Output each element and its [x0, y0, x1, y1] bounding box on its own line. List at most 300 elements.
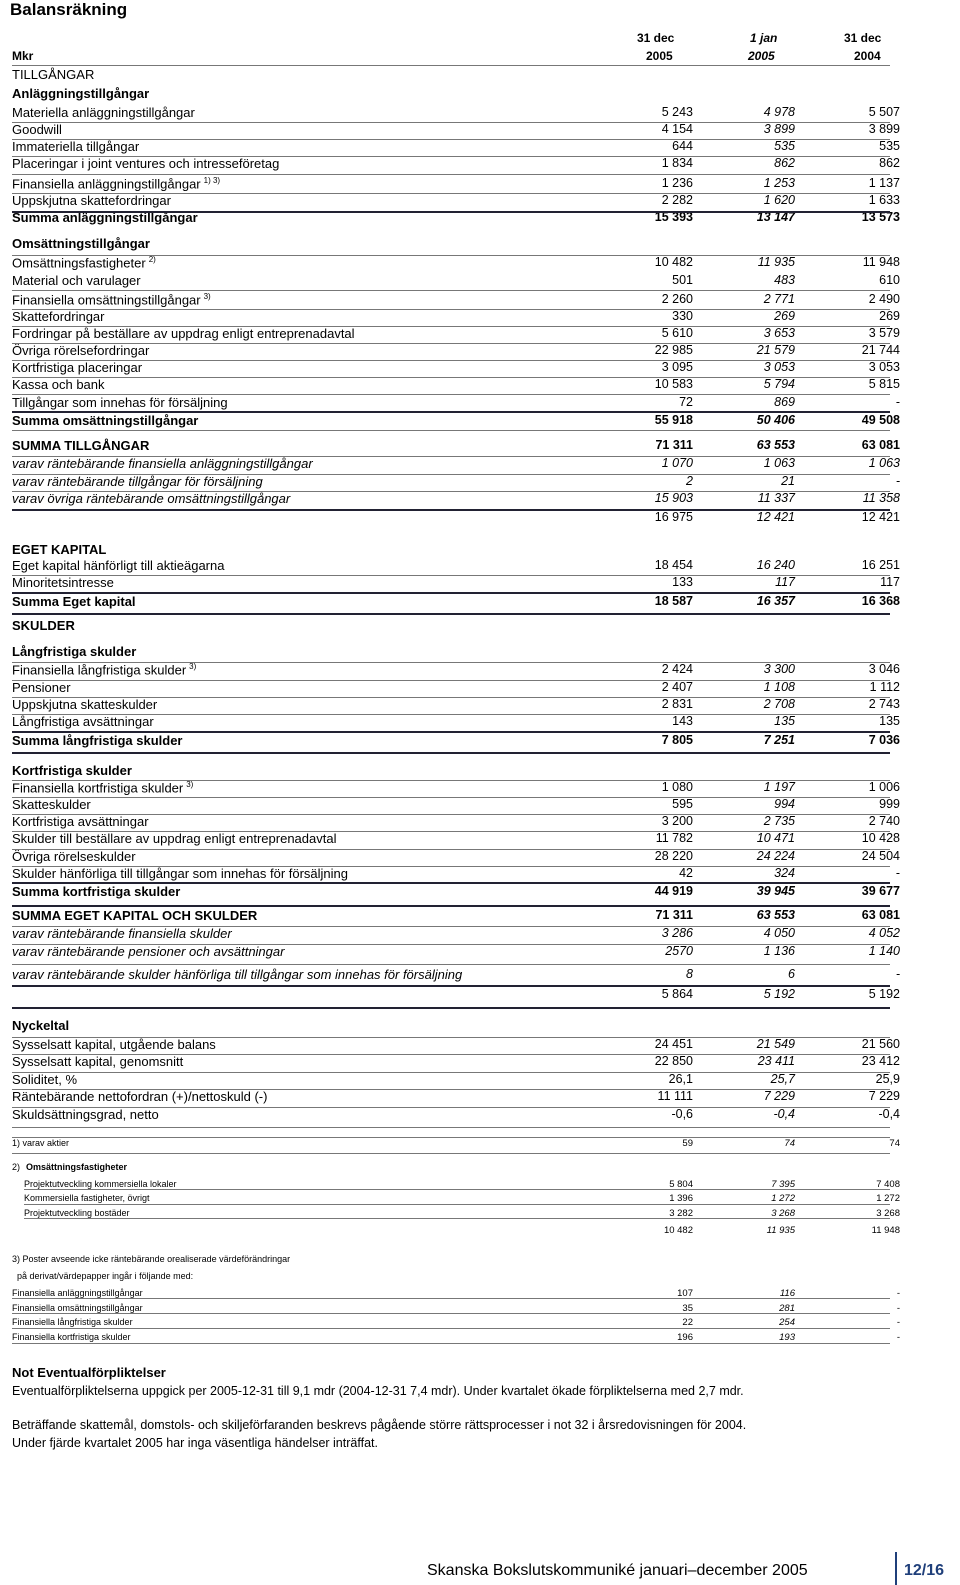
value-col1: 3 095 [661, 360, 693, 374]
note-2-total-col2: 11 935 [766, 1225, 795, 1236]
total-divider [12, 509, 890, 511]
value-col2: 13 147 [756, 210, 795, 224]
value-col2: 7 229 [763, 1089, 795, 1103]
row-label: Placeringar i joint ventures och intresseföretag [12, 156, 280, 171]
value-col1: 71 311 [655, 438, 693, 452]
total-divider [12, 752, 890, 754]
table-row [12, 662, 900, 679]
value-col3: 610 [879, 273, 900, 287]
value-col3: 63 081 [861, 438, 900, 452]
note-value-col3: - [896, 1303, 900, 1314]
value-col3: 1 112 [869, 680, 900, 694]
value-col3: 13 573 [861, 210, 900, 224]
table-row [12, 395, 900, 412]
row-divider [12, 575, 890, 576]
note-row [12, 1193, 900, 1207]
value-col2: 1 063 [763, 456, 795, 470]
row-divider [12, 326, 890, 327]
value-col2: 4 978 [763, 105, 795, 119]
value-col1: 3 286 [661, 926, 693, 940]
note-value-col1: 196 [677, 1332, 693, 1343]
note-1-col3: 74 [889, 1138, 900, 1149]
value-col2: 3 653 [763, 326, 795, 340]
note-value-col3: - [896, 1288, 900, 1299]
value-col1: 7 805 [661, 733, 693, 747]
value-col1: 1 236 [661, 176, 693, 190]
row-divider [12, 926, 890, 927]
value-col1: 2570 [665, 944, 693, 958]
value-col2: 63 553 [756, 438, 795, 452]
value-col1: 72 [679, 395, 693, 409]
value-col3: 23 412 [861, 1054, 900, 1068]
value-col3: 3 899 [868, 122, 900, 136]
total-divider [12, 411, 890, 413]
note-value-col2: 1 272 [771, 1193, 795, 1204]
value-col1: 44 919 [654, 884, 693, 898]
table-row [12, 156, 900, 173]
row-label: SUMMA TILLGÅNGAR [12, 438, 150, 453]
row-divider [12, 343, 890, 344]
value-col1: 18 454 [654, 558, 693, 572]
note-2-total-row [12, 1225, 900, 1239]
table-row [12, 105, 900, 122]
note-1-row [12, 1138, 900, 1152]
value-col2: 5 794 [763, 377, 795, 391]
row-label: Summa kortfristiga skulder [12, 884, 181, 899]
table-row [12, 714, 900, 731]
note-3-line1: 3) Poster avseende icke räntebärande orealiserade värdeförändringar [12, 1254, 291, 1264]
row-label: Tillgångar som innehas för försäljning [12, 395, 228, 410]
value-col1: 143 [672, 714, 693, 728]
value-col1: 2 407 [661, 680, 693, 694]
note-row [12, 1179, 900, 1193]
row-divider [12, 964, 890, 965]
row-divider [12, 714, 890, 715]
table-row [12, 849, 900, 866]
row-divider [12, 309, 890, 310]
value-col1: 22 985 [654, 343, 693, 357]
col3-top: 31 dec [844, 31, 882, 45]
value-col1: 24 451 [654, 1037, 693, 1051]
value-col1: 71 311 [655, 908, 693, 922]
value-col1: 18 587 [654, 594, 693, 608]
value-col1: 501 [672, 273, 693, 287]
header-rule [12, 65, 890, 66]
table-row [12, 733, 900, 750]
row-divider [12, 814, 890, 815]
row-label: Övriga rörelsefordringar [12, 343, 150, 358]
value-col2: 269 [774, 309, 795, 323]
row-label: Omsättningsfastigheter $^{2)}$ [12, 255, 156, 271]
value-col3: 3 053 [868, 360, 900, 374]
total-divider [12, 905, 890, 907]
value-col3: - [895, 474, 900, 488]
row-divider [12, 697, 890, 698]
value-col2: 63 553 [756, 908, 795, 922]
value-col2: 2 735 [763, 814, 795, 828]
footnote-marker: 3) [186, 780, 194, 789]
total-divider [12, 985, 890, 987]
row-divider [12, 849, 890, 850]
row-label: Skuldsättningsgrad, netto [12, 1107, 159, 1122]
value-col2: 535 [774, 139, 795, 153]
row-divider [12, 456, 890, 457]
value-col2: 117 [775, 575, 795, 589]
section-skulder: SKULDER [12, 618, 75, 633]
value-col3: 1 140 [868, 944, 900, 958]
row-divider [12, 1107, 890, 1108]
value-col1: 26,1 [668, 1072, 693, 1086]
value-col1: 15 903 [654, 491, 693, 505]
note-value-col2: 116 [779, 1288, 795, 1299]
table-row [12, 908, 900, 925]
value-col3: 135 [879, 714, 900, 728]
note-2-title: Omsättningsfastigheter [26, 1162, 128, 1172]
total-divider [12, 731, 890, 733]
footer-divider [895, 1552, 897, 1585]
row-label: Skattefordringar [12, 309, 105, 324]
row-label: Minoritetsintresse [12, 575, 114, 590]
row-divider [12, 122, 890, 123]
table-row [12, 326, 900, 343]
row-divider [12, 662, 890, 663]
table-row [12, 360, 900, 377]
value-col1: 133 [672, 575, 693, 589]
row-label: Pensioner [12, 680, 71, 695]
row-label: Materiella anläggningstillgångar [12, 105, 195, 120]
table-row [12, 122, 900, 139]
value-col1: 11 782 [655, 831, 693, 845]
row-label: Skulder hänförliga till tillgångar som innehas för försäljning [12, 866, 349, 881]
value-col1: 1 070 [661, 456, 693, 470]
value-col2: 24 224 [756, 849, 795, 863]
value-col3: 49 508 [861, 413, 900, 427]
row-label: Sysselsatt kapital, genomsnitt [12, 1054, 184, 1069]
value-col2: 869 [774, 395, 795, 409]
table-row [12, 456, 900, 473]
total-divider [12, 1007, 890, 1009]
page-number: 12/16 [904, 1562, 945, 1579]
value-col1: 644 [672, 139, 693, 153]
row-divider [12, 394, 890, 395]
note-value-col3: 7 408 [876, 1179, 900, 1190]
value-col1: 5 864 [661, 987, 693, 1001]
table-row [12, 594, 900, 611]
value-col2: 3 899 [763, 122, 795, 136]
value-col2: 135 [774, 714, 795, 728]
note-row [12, 1288, 900, 1302]
value-col2: 1 108 [763, 680, 795, 694]
value-col3: 63 081 [861, 908, 900, 922]
value-col2: 21 579 [756, 343, 795, 357]
value-col3: - [895, 866, 900, 880]
row-divider [12, 360, 890, 361]
value-col3: 269 [879, 309, 900, 323]
note-value-col2: 254 [779, 1317, 795, 1328]
row-divider [12, 474, 890, 475]
note-2-number: 2) [12, 1162, 21, 1172]
value-col2: 483 [774, 273, 795, 287]
total-divider [12, 592, 890, 594]
row-divider [12, 156, 890, 157]
value-col2: 12 421 [756, 510, 795, 524]
row-label: varav räntebärande pensioner och avsättningar [12, 944, 285, 959]
value-col1: 5 610 [661, 326, 693, 340]
table-row [12, 1054, 900, 1071]
section-tillgangar: TILLGÅNGAR [12, 67, 95, 82]
footnote-marker: 3) [203, 292, 211, 301]
table-row [12, 438, 900, 455]
table-row [12, 797, 900, 814]
row-divider [12, 1054, 890, 1055]
footnote-marker: 2) [148, 255, 156, 264]
row-label: Finansiella anläggningstillgångar $^{1) 3)}$ [12, 176, 221, 192]
table-row [12, 309, 900, 326]
row-label: Soliditet, % [12, 1072, 78, 1087]
note-row [12, 1208, 900, 1222]
value-col3: 16 368 [861, 594, 900, 608]
note-value-col1: 5 804 [669, 1179, 693, 1190]
table-row [12, 1037, 900, 1054]
value-col1: 1 834 [661, 156, 693, 170]
value-col3: 4 052 [868, 926, 900, 940]
table-row [12, 558, 900, 575]
value-col1: 595 [672, 797, 693, 811]
eventual-line1: Eventualförpliktelserna uppgick per 2005-12-31 till 9,1 mdr (2004-12-31 7,4 mdr). Under kvartalet ökade förpliktelserna med 2,7 mdr. [12, 1384, 744, 1398]
row-label: Summa anläggningstillgångar [12, 210, 198, 225]
value-col2: 10 471 [756, 831, 795, 845]
row-divider [12, 1153, 890, 1154]
value-col3: 117 [880, 575, 900, 589]
note-value-col3: 3 268 [876, 1208, 900, 1219]
value-col3: - [895, 395, 900, 409]
table-row [12, 510, 900, 527]
value-col1: 330 [672, 309, 693, 323]
value-col2: 1 136 [763, 944, 795, 958]
note-value-col1: 35 [682, 1303, 693, 1314]
section-eget-kapital: EGET KAPITAL [12, 542, 107, 557]
row-divider [12, 430, 890, 431]
note-1-col1: 59 [682, 1138, 693, 1149]
value-col2: 39 945 [756, 884, 795, 898]
row-divider [12, 797, 890, 798]
note-2-total-col3: 11 948 [871, 1225, 900, 1236]
row-label: Eget kapital hänförligt till aktieägarna [12, 558, 225, 573]
note-row-label: Projektutveckling kommersiella lokaler [24, 1179, 177, 1189]
value-col2: 21 549 [756, 1037, 795, 1051]
value-col1: 2 424 [661, 662, 693, 676]
table-row [12, 176, 900, 193]
value-col3: -0,4 [878, 1107, 900, 1121]
note-3-line2: på derivat/värdepapper ingår i följande med: [17, 1271, 194, 1281]
table-row [12, 680, 900, 697]
note-value-col1: 22 [682, 1317, 693, 1328]
value-col3: 10 428 [861, 831, 900, 845]
value-col2: 7 251 [763, 733, 795, 747]
value-col1: 2 831 [661, 697, 693, 711]
footnote-marker: 3) [189, 662, 197, 671]
value-col2: 16 240 [756, 558, 795, 572]
row-divider [12, 1072, 890, 1073]
section-kortfristiga-skulder: Kortfristiga skulder [12, 763, 132, 778]
note-2-total-col1: 10 482 [663, 1225, 693, 1236]
value-col1: 2 [686, 474, 693, 488]
value-col3: - [895, 967, 900, 981]
table-row [12, 343, 900, 360]
row-label: Finansiella kortfristiga skulder $^{3)}$ [12, 780, 194, 796]
value-col2: 11 935 [757, 255, 795, 269]
footer-text: Skanska Bokslutskommuniké januari–december 2005 [427, 1562, 808, 1579]
row-label: Summa långfristiga skulder [12, 733, 183, 748]
table-row [12, 377, 900, 394]
value-col3: 862 [879, 156, 900, 170]
col1-top: 31 dec [637, 31, 675, 45]
value-col2: 862 [774, 156, 795, 170]
row-label: Fordringar på beställare av uppdrag enligt entreprenadavtal [12, 326, 355, 341]
row-label: Immateriella tillgångar [12, 139, 140, 154]
total-divider [12, 613, 890, 615]
value-col2: 324 [774, 866, 795, 880]
row-divider [12, 1089, 890, 1090]
value-col3: 999 [879, 797, 900, 811]
value-col3: 3 579 [868, 326, 900, 340]
value-col2: 1 253 [763, 176, 795, 190]
value-col3: 25,9 [875, 1072, 900, 1086]
value-col1: 55 918 [654, 413, 693, 427]
value-col2: 5 192 [763, 987, 795, 1001]
value-col3: 2 490 [868, 292, 900, 306]
table-row [12, 814, 900, 831]
value-col3: 1 006 [868, 780, 900, 794]
page-title: Balansräkning [10, 0, 128, 19]
note-value-col1: 107 [677, 1288, 693, 1299]
value-col2: -0,4 [773, 1107, 795, 1121]
row-label: Material och varulager [12, 273, 141, 288]
row-divider [12, 866, 890, 867]
value-col1: 28 220 [654, 849, 693, 863]
section-nyckeltal: Nyckeltal [12, 1018, 70, 1033]
value-col2: 23 411 [757, 1054, 795, 1068]
row-divider [12, 1037, 890, 1038]
row-divider [12, 944, 890, 945]
value-col3: 1 063 [868, 456, 900, 470]
value-col1: -0,6 [671, 1107, 693, 1121]
value-col2: 2 708 [763, 697, 795, 711]
col3-bottom: 2004 [854, 49, 881, 63]
row-label: Uppskjutna skattefordringar [12, 193, 171, 208]
row-divider [12, 680, 890, 681]
value-col1: 8 [686, 967, 693, 981]
value-col3: 5 815 [868, 377, 900, 391]
note-row-label: Kommersiella fastigheter, övrigt [24, 1193, 150, 1203]
note-row [12, 1332, 900, 1346]
row-label: Goodwill [12, 122, 62, 137]
total-divider [12, 882, 890, 884]
table-row [12, 1089, 900, 1106]
row-label: varav övriga räntebärande omsättningstillgångar [12, 491, 291, 506]
note-value-col2: 3 268 [771, 1208, 795, 1219]
value-col3: 21 744 [861, 343, 900, 357]
row-label: Långfristiga avsättningar [12, 714, 154, 729]
value-col3: 5 192 [868, 987, 900, 1001]
note-value-col1: 3 282 [669, 1208, 693, 1219]
value-col2: 3 053 [763, 360, 795, 374]
table-row [12, 139, 900, 156]
table-row [12, 987, 900, 1004]
row-label: varav räntebärande finansiella anläggningstillgångar [12, 456, 313, 471]
row-divider [12, 255, 890, 256]
value-col1: 11 111 [657, 1089, 693, 1103]
value-col2: 994 [774, 797, 795, 811]
value-col3: 24 504 [861, 849, 900, 863]
note-row-label: Finansiella omsättningstillgångar [12, 1303, 143, 1313]
value-col1: 15 393 [654, 210, 693, 224]
note-row-label: Finansiella kortfristiga skulder [12, 1332, 131, 1342]
value-col3: 1 633 [868, 193, 900, 207]
value-col3: 535 [879, 139, 900, 153]
table-row [12, 413, 900, 430]
table-row [12, 944, 900, 961]
footnote-marker: 1) 3) [203, 176, 221, 185]
value-col1: 16 975 [654, 510, 693, 524]
row-divider [12, 780, 890, 781]
col1-bottom: 2005 [646, 49, 673, 63]
value-col1: 22 850 [654, 1054, 693, 1068]
value-col1: 3 200 [661, 814, 693, 828]
row-divider [12, 193, 890, 194]
row-label: Finansiella omsättningstillgångar $^{3)}$ [12, 292, 211, 308]
value-col3: 11 948 [862, 255, 900, 269]
table-row [12, 575, 900, 592]
value-col2: 21 [781, 474, 795, 488]
row-label: Räntebärande nettofordran (+)/nettoskuld (-) [12, 1089, 268, 1104]
note-1-label: 1) varav aktier [12, 1138, 70, 1148]
row-label: Uppskjutna skatteskulder [12, 697, 158, 712]
value-col3: 2 740 [868, 814, 900, 828]
value-col3: 2 743 [868, 697, 900, 711]
value-col2: 11 337 [757, 491, 795, 505]
row-divider [12, 491, 890, 492]
value-col3: 3 046 [868, 662, 900, 676]
table-row [12, 697, 900, 714]
value-col2: 3 300 [763, 662, 795, 676]
row-divider [12, 831, 890, 832]
value-col3: 39 677 [861, 884, 900, 898]
row-divider [12, 139, 890, 140]
table-row [12, 273, 900, 290]
note-value-col2: 281 [779, 1303, 795, 1314]
row-divider [12, 290, 890, 291]
note-value-col1: 1 396 [669, 1193, 693, 1204]
col2-bottom: 2005 [748, 49, 775, 63]
table-row [12, 967, 900, 984]
note-value-col3: - [896, 1317, 900, 1328]
section-anlaggningstillgangar: Anläggningstillgångar [12, 86, 150, 101]
note-row-label: Finansiella långfristiga skulder [12, 1317, 133, 1327]
table-row [12, 292, 900, 309]
value-col3: 1 137 [868, 176, 900, 190]
table-row [12, 831, 900, 848]
table-row [12, 866, 900, 883]
total-divider [12, 211, 890, 213]
table-row [12, 1107, 900, 1124]
row-label: Kassa och bank [12, 377, 105, 392]
value-col2: 1 620 [763, 193, 795, 207]
note-value-col2: 7 395 [771, 1179, 795, 1190]
row-label: varav räntebärande skulder hänförliga till tillgångar som innehas för försäljning [12, 967, 463, 982]
section-omsattningstillgangar: Omsättningstillgångar [12, 236, 150, 251]
row-label: varav räntebärande tillgångar för försäljning [12, 474, 263, 489]
